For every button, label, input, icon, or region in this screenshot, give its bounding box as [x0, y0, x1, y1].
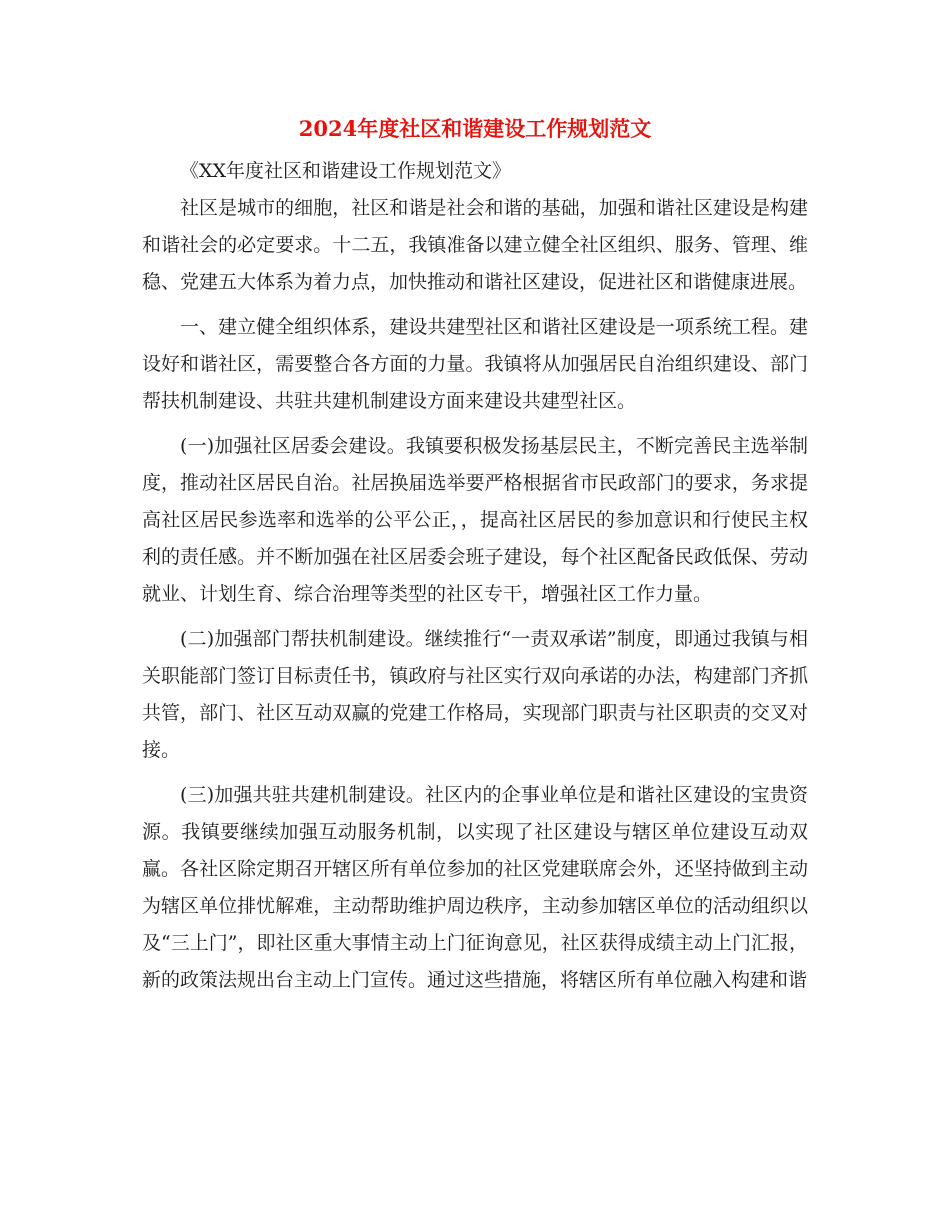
document-title: 2024年度社区和谐建设工作规划范文: [298, 116, 652, 141]
paragraph-item-2: (二)加强部门帮扶机制建设。继续推行“一责双承诺”制度，即通过我镇与相关职能部门签订目标责任书，镇政府与社区实行双向承诺的办法，构建部门齐抓共管，部门、社区互动双赢的党建工作格局，实现部门职责与社区职责的交叉对接。: [142, 628, 808, 761]
paragraph-item-3: (三)加强共驻共建机制建设。社区内的企事业单位是和谐社区建设的宝贵资源。我镇要继续加强互动服务机制，以实现了社区建设与辖区单位建设互动双赢。各社区除定期召开辖区所有单位参加的社区党建联席会外，还坚持做到主动为辖区单位排忧解难，主动帮助维护周边秩序，主动参加辖区单位的活动组织以及“三上门”，即社区重大事情主动上门征询意见，社区获得成绩主动上门汇报，新的政策法规出台主动上门宣传。通过这些措施，将辖区所有单位融入构建和谐: [142, 784, 808, 991]
paragraph-intro: 社区是城市的细胞，社区和谐是社会和谐的基础，加强和谐社区建设是构建和谐社会的必定要求。十二五，我镇准备以建立健全社区组织、服务、管理、维稳、党建五大体系为着力点，加快推动和谐社区建设，促进社区和谐健康进展。: [142, 197, 808, 293]
paragraph-section-1: 一、建立健全组织体系，建设共建型社区和谐社区建设是一项系统工程。建设好和谐社区，需要整合各方面的力量。我镇将从加强居民自治组织建设、部门帮扶机制建设、共驻共建机制建设方面来建设共建型社区。: [142, 316, 808, 412]
document-body: [142, 153, 808, 1007]
paragraph-item-1: (一)加强社区居委会建设。我镇要积极发扬基层民主，不断完善民主选举制度，推动社区居民自治。社居换届选举要严格根据省市民政部门的要求，务求提高社区居民参选率和选举的公平公正，，提高社区居民的参加意识和行使民主权利的责任感。并不断加强在社区居委会班子建设，每个社区配备民政低保、劳动就业、计划生育、综合治理等类型的社区专干，增强社区工作力量。: [142, 435, 808, 605]
document-subtitle: 《XX年度社区和谐建设工作规划范文》: [180, 160, 512, 182]
